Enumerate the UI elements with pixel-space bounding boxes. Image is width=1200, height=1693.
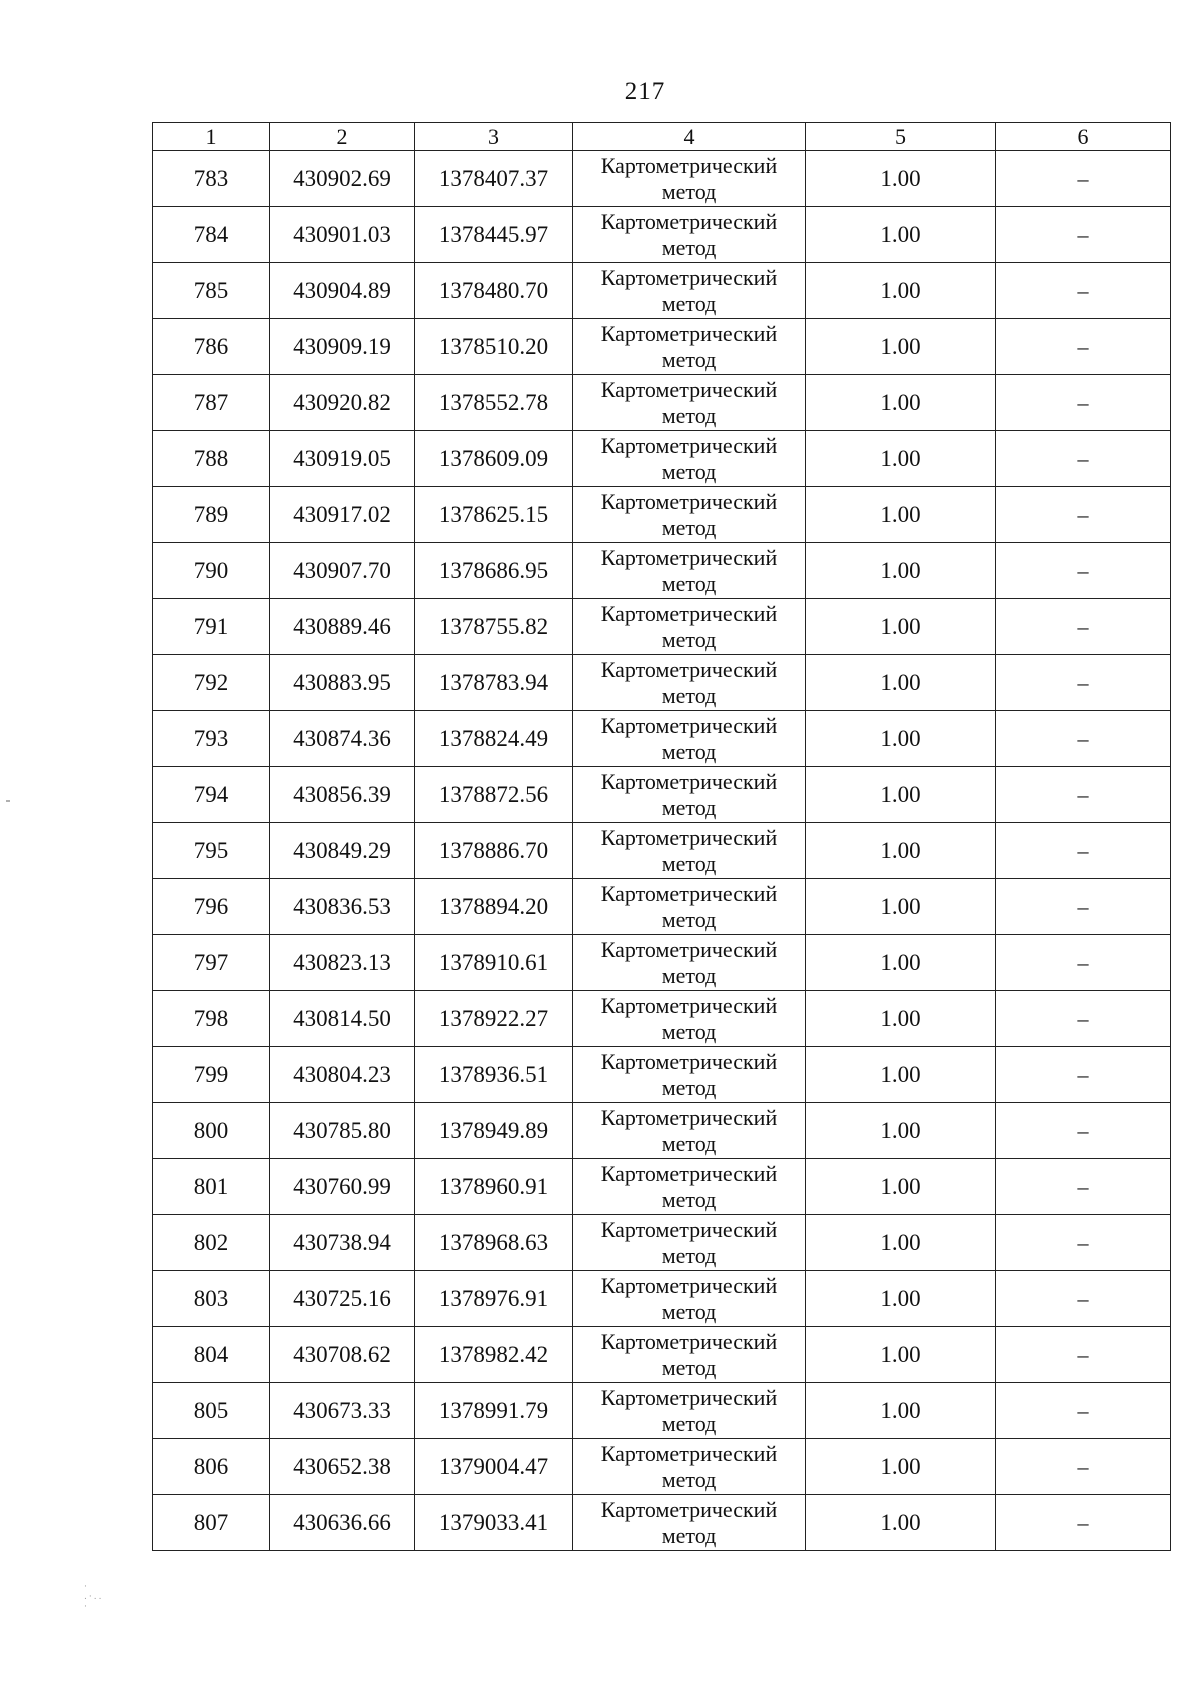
note-cell: – — [996, 991, 1171, 1047]
method-line-1: Картометрический — [600, 712, 778, 738]
method-cell — [573, 487, 806, 543]
method-line-2: метод — [661, 458, 717, 484]
method-line-2: метод — [661, 402, 717, 428]
table-row — [153, 263, 1171, 319]
point-number-cell: 790 — [153, 543, 270, 599]
method-line-2: метод — [661, 1018, 717, 1044]
method-cell — [573, 151, 806, 207]
method-line-2: метод — [661, 962, 717, 988]
accuracy-cell: 1.00 — [806, 1327, 996, 1383]
method-line-2: метод — [661, 906, 717, 932]
accuracy-cell: 1.00 — [806, 431, 996, 487]
method-cell — [573, 1271, 806, 1327]
accuracy-cell: 1.00 — [806, 375, 996, 431]
point-number-cell: 801 — [153, 1159, 270, 1215]
y-coordinate-cell: 1378886.70 — [415, 823, 573, 879]
method-line-2: метод — [661, 346, 717, 372]
method-line-1: Картометрический — [600, 208, 778, 234]
y-coordinate-cell: 1378609.09 — [415, 431, 573, 487]
method-cell — [573, 599, 806, 655]
method-line-2: метод — [661, 1522, 717, 1548]
y-coordinate-cell: 1379004.47 — [415, 1439, 573, 1495]
method-cell — [573, 1327, 806, 1383]
note-cell: – — [996, 319, 1171, 375]
table-row — [153, 375, 1171, 431]
point-number-cell: 791 — [153, 599, 270, 655]
note-cell: – — [996, 543, 1171, 599]
table-row — [153, 655, 1171, 711]
method-cell — [573, 1495, 806, 1551]
note-cell: – — [996, 599, 1171, 655]
method-cell — [573, 991, 806, 1047]
y-coordinate-cell: 1378991.79 — [415, 1383, 573, 1439]
method-line-2: метод — [661, 794, 717, 820]
x-coordinate-cell: 430814.50 — [270, 991, 415, 1047]
accuracy-cell: 1.00 — [806, 655, 996, 711]
table-row — [153, 487, 1171, 543]
method-line-1: Картометрический — [600, 376, 778, 402]
accuracy-cell: 1.00 — [806, 319, 996, 375]
method-line-2: метод — [661, 1130, 717, 1156]
y-coordinate-cell: 1378755.82 — [415, 599, 573, 655]
method-line-1: Картометрический — [600, 1328, 778, 1354]
x-coordinate-cell: 430883.95 — [270, 655, 415, 711]
method-line-2: метод — [661, 1298, 717, 1324]
table-row — [153, 1383, 1171, 1439]
accuracy-cell: 1.00 — [806, 1383, 996, 1439]
x-coordinate-cell: 430708.62 — [270, 1327, 415, 1383]
method-line-1: Картометрический — [600, 432, 778, 458]
accuracy-cell: 1.00 — [806, 599, 996, 655]
point-number-cell: 783 — [153, 151, 270, 207]
point-number-cell: 788 — [153, 431, 270, 487]
method-line-1: Картометрический — [600, 320, 778, 346]
method-line-2: метод — [661, 514, 717, 540]
x-coordinate-cell: 430909.19 — [270, 319, 415, 375]
x-coordinate-cell: 430725.16 — [270, 1271, 415, 1327]
point-number-cell: 789 — [153, 487, 270, 543]
y-coordinate-cell: 1378824.49 — [415, 711, 573, 767]
x-coordinate-cell: 430652.38 — [270, 1439, 415, 1495]
table-row — [153, 1103, 1171, 1159]
note-cell: – — [996, 1103, 1171, 1159]
note-cell: – — [996, 935, 1171, 991]
x-coordinate-cell: 430920.82 — [270, 375, 415, 431]
x-coordinate-cell: 430902.69 — [270, 151, 415, 207]
scan-artifact: · .·.. · — [84, 1582, 104, 1612]
accuracy-cell: 1.00 — [806, 1215, 996, 1271]
point-number-cell: 805 — [153, 1383, 270, 1439]
note-cell: – — [996, 487, 1171, 543]
method-line-2: метод — [661, 682, 717, 708]
note-cell: – — [996, 263, 1171, 319]
point-number-cell: 793 — [153, 711, 270, 767]
x-coordinate-cell: 430907.70 — [270, 543, 415, 599]
y-coordinate-cell: 1378783.94 — [415, 655, 573, 711]
method-line-2: метод — [661, 1354, 717, 1380]
table-row — [153, 319, 1171, 375]
method-line-2: метод — [661, 1074, 717, 1100]
x-coordinate-cell: 430904.89 — [270, 263, 415, 319]
accuracy-cell: 1.00 — [806, 823, 996, 879]
method-line-1: Картометрический — [600, 824, 778, 850]
x-coordinate-cell: 430849.29 — [270, 823, 415, 879]
column-header: 5 — [806, 123, 996, 151]
note-cell: – — [996, 1159, 1171, 1215]
point-number-cell: 804 — [153, 1327, 270, 1383]
method-line-1: Картометрический — [600, 1384, 778, 1410]
table-row — [153, 151, 1171, 207]
note-cell: – — [996, 1383, 1171, 1439]
y-coordinate-cell: 1378872.56 — [415, 767, 573, 823]
column-header: 3 — [415, 123, 573, 151]
method-cell — [573, 431, 806, 487]
table-row — [153, 599, 1171, 655]
method-line-1: Картометрический — [600, 1272, 778, 1298]
y-coordinate-cell: 1378686.95 — [415, 543, 573, 599]
note-cell: – — [996, 655, 1171, 711]
table-row — [153, 879, 1171, 935]
y-coordinate-cell: 1378480.70 — [415, 263, 573, 319]
y-coordinate-cell: 1378625.15 — [415, 487, 573, 543]
note-cell: – — [996, 767, 1171, 823]
x-coordinate-cell: 430856.39 — [270, 767, 415, 823]
point-number-cell: 803 — [153, 1271, 270, 1327]
method-cell — [573, 879, 806, 935]
point-number-cell: 785 — [153, 263, 270, 319]
table-row — [153, 767, 1171, 823]
y-coordinate-cell: 1378510.20 — [415, 319, 573, 375]
note-cell: – — [996, 711, 1171, 767]
method-line-1: Картометрический — [600, 1216, 778, 1242]
method-line-1: Картометрический — [600, 1048, 778, 1074]
point-number-cell: 794 — [153, 767, 270, 823]
point-number-cell: 802 — [153, 1215, 270, 1271]
table-row — [153, 543, 1171, 599]
method-line-1: Картометрический — [600, 152, 778, 178]
method-cell — [573, 263, 806, 319]
method-cell — [573, 1047, 806, 1103]
method-line-1: Картометрический — [600, 1160, 778, 1186]
method-line-1: Картометрический — [600, 544, 778, 570]
y-coordinate-cell: 1378968.63 — [415, 1215, 573, 1271]
method-cell — [573, 1383, 806, 1439]
page-number: 217 — [624, 78, 666, 105]
method-cell — [573, 319, 806, 375]
note-cell: – — [996, 1215, 1171, 1271]
method-cell — [573, 543, 806, 599]
note-cell: – — [996, 207, 1171, 263]
note-cell: – — [996, 1271, 1171, 1327]
method-cell — [573, 767, 806, 823]
x-coordinate-cell: 430889.46 — [270, 599, 415, 655]
point-number-cell: 795 — [153, 823, 270, 879]
method-line-1: Картометрический — [600, 936, 778, 962]
method-cell — [573, 823, 806, 879]
point-number-cell: 796 — [153, 879, 270, 935]
table-row — [153, 1495, 1171, 1551]
x-coordinate-cell: 430874.36 — [270, 711, 415, 767]
table-row — [153, 935, 1171, 991]
accuracy-cell: 1.00 — [806, 151, 996, 207]
method-line-1: Картометрический — [600, 656, 778, 682]
x-coordinate-cell: 430636.66 — [270, 1495, 415, 1551]
note-cell: – — [996, 1047, 1171, 1103]
accuracy-cell: 1.00 — [806, 487, 996, 543]
x-coordinate-cell: 430760.99 — [270, 1159, 415, 1215]
y-coordinate-cell: 1378936.51 — [415, 1047, 573, 1103]
method-line-2: метод — [661, 1466, 717, 1492]
accuracy-cell: 1.00 — [806, 263, 996, 319]
point-number-cell: 787 — [153, 375, 270, 431]
accuracy-cell: 1.00 — [806, 1103, 996, 1159]
accuracy-cell: 1.00 — [806, 543, 996, 599]
point-number-cell: 797 — [153, 935, 270, 991]
x-coordinate-cell: 430673.33 — [270, 1383, 415, 1439]
table-body — [153, 151, 1171, 1551]
table-row — [153, 823, 1171, 879]
note-cell: – — [996, 823, 1171, 879]
x-coordinate-cell: 430836.53 — [270, 879, 415, 935]
method-line-2: метод — [661, 1186, 717, 1212]
y-coordinate-cell: 1378982.42 — [415, 1327, 573, 1383]
column-header: 1 — [153, 123, 270, 151]
accuracy-cell: 1.00 — [806, 1495, 996, 1551]
method-cell — [573, 1103, 806, 1159]
accuracy-cell: 1.00 — [806, 935, 996, 991]
column-header: 4 — [573, 123, 806, 151]
note-cell: – — [996, 151, 1171, 207]
y-coordinate-cell: 1379033.41 — [415, 1495, 573, 1551]
table-row — [153, 711, 1171, 767]
accuracy-cell: 1.00 — [806, 1159, 996, 1215]
y-coordinate-cell: 1378407.37 — [415, 151, 573, 207]
y-coordinate-cell: 1378960.91 — [415, 1159, 573, 1215]
table-row — [153, 991, 1171, 1047]
method-cell — [573, 711, 806, 767]
note-cell: – — [996, 1495, 1171, 1551]
table-row — [153, 207, 1171, 263]
y-coordinate-cell: 1378949.89 — [415, 1103, 573, 1159]
table-row — [153, 431, 1171, 487]
note-cell: – — [996, 879, 1171, 935]
accuracy-cell: 1.00 — [806, 1271, 996, 1327]
accuracy-cell: 1.00 — [806, 711, 996, 767]
y-coordinate-cell: 1378445.97 — [415, 207, 573, 263]
x-coordinate-cell: 430917.02 — [270, 487, 415, 543]
method-line-1: Картометрический — [600, 264, 778, 290]
y-coordinate-cell: 1378894.20 — [415, 879, 573, 935]
note-cell: – — [996, 1439, 1171, 1495]
table-row — [153, 1159, 1171, 1215]
method-cell — [573, 1159, 806, 1215]
point-number-cell: 798 — [153, 991, 270, 1047]
table-row — [153, 1327, 1171, 1383]
scan-artifact — [6, 800, 10, 802]
method-line-2: метод — [661, 290, 717, 316]
method-line-1: Картометрический — [600, 768, 778, 794]
method-line-2: метод — [661, 1410, 717, 1436]
method-cell — [573, 375, 806, 431]
note-cell: – — [996, 431, 1171, 487]
method-line-1: Картометрический — [600, 880, 778, 906]
x-coordinate-cell: 430804.23 — [270, 1047, 415, 1103]
accuracy-cell: 1.00 — [806, 879, 996, 935]
method-cell — [573, 1215, 806, 1271]
point-number-cell: 800 — [153, 1103, 270, 1159]
table-row — [153, 1271, 1171, 1327]
method-line-1: Картометрический — [600, 1440, 778, 1466]
x-coordinate-cell: 430823.13 — [270, 935, 415, 991]
table-row — [153, 1439, 1171, 1495]
method-line-2: метод — [661, 738, 717, 764]
method-line-2: метод — [661, 178, 717, 204]
method-cell — [573, 935, 806, 991]
x-coordinate-cell: 430901.03 — [270, 207, 415, 263]
accuracy-cell: 1.00 — [806, 1439, 996, 1495]
method-line-2: метод — [661, 626, 717, 652]
method-cell — [573, 655, 806, 711]
x-coordinate-cell: 430919.05 — [270, 431, 415, 487]
header-row — [153, 123, 1171, 151]
accuracy-cell: 1.00 — [806, 767, 996, 823]
point-number-cell: 792 — [153, 655, 270, 711]
y-coordinate-cell: 1378976.91 — [415, 1271, 573, 1327]
table-row — [153, 1215, 1171, 1271]
method-cell — [573, 207, 806, 263]
method-line-1: Картометрический — [600, 992, 778, 1018]
point-number-cell: 784 — [153, 207, 270, 263]
accuracy-cell: 1.00 — [806, 1047, 996, 1103]
method-line-2: метод — [661, 850, 717, 876]
x-coordinate-cell: 430738.94 — [270, 1215, 415, 1271]
table-row — [153, 1047, 1171, 1103]
x-coordinate-cell: 430785.80 — [270, 1103, 415, 1159]
method-line-2: метод — [661, 570, 717, 596]
method-line-2: метод — [661, 234, 717, 260]
point-number-cell: 806 — [153, 1439, 270, 1495]
method-line-1: Картометрический — [600, 600, 778, 626]
method-line-1: Картометрический — [600, 1104, 778, 1130]
table-header — [153, 123, 1171, 151]
point-number-cell: 799 — [153, 1047, 270, 1103]
point-number-cell: 807 — [153, 1495, 270, 1551]
y-coordinate-cell: 1378910.61 — [415, 935, 573, 991]
column-header: 2 — [270, 123, 415, 151]
note-cell: – — [996, 375, 1171, 431]
note-cell: – — [996, 1327, 1171, 1383]
coordinates-table — [152, 122, 1171, 1551]
method-cell — [573, 1439, 806, 1495]
accuracy-cell: 1.00 — [806, 991, 996, 1047]
method-line-1: Картометрический — [600, 488, 778, 514]
method-line-1: Картометрический — [600, 1496, 778, 1522]
point-number-cell: 786 — [153, 319, 270, 375]
y-coordinate-cell: 1378922.27 — [415, 991, 573, 1047]
accuracy-cell: 1.00 — [806, 207, 996, 263]
y-coordinate-cell: 1378552.78 — [415, 375, 573, 431]
method-line-2: метод — [661, 1242, 717, 1268]
column-header: 6 — [996, 123, 1171, 151]
